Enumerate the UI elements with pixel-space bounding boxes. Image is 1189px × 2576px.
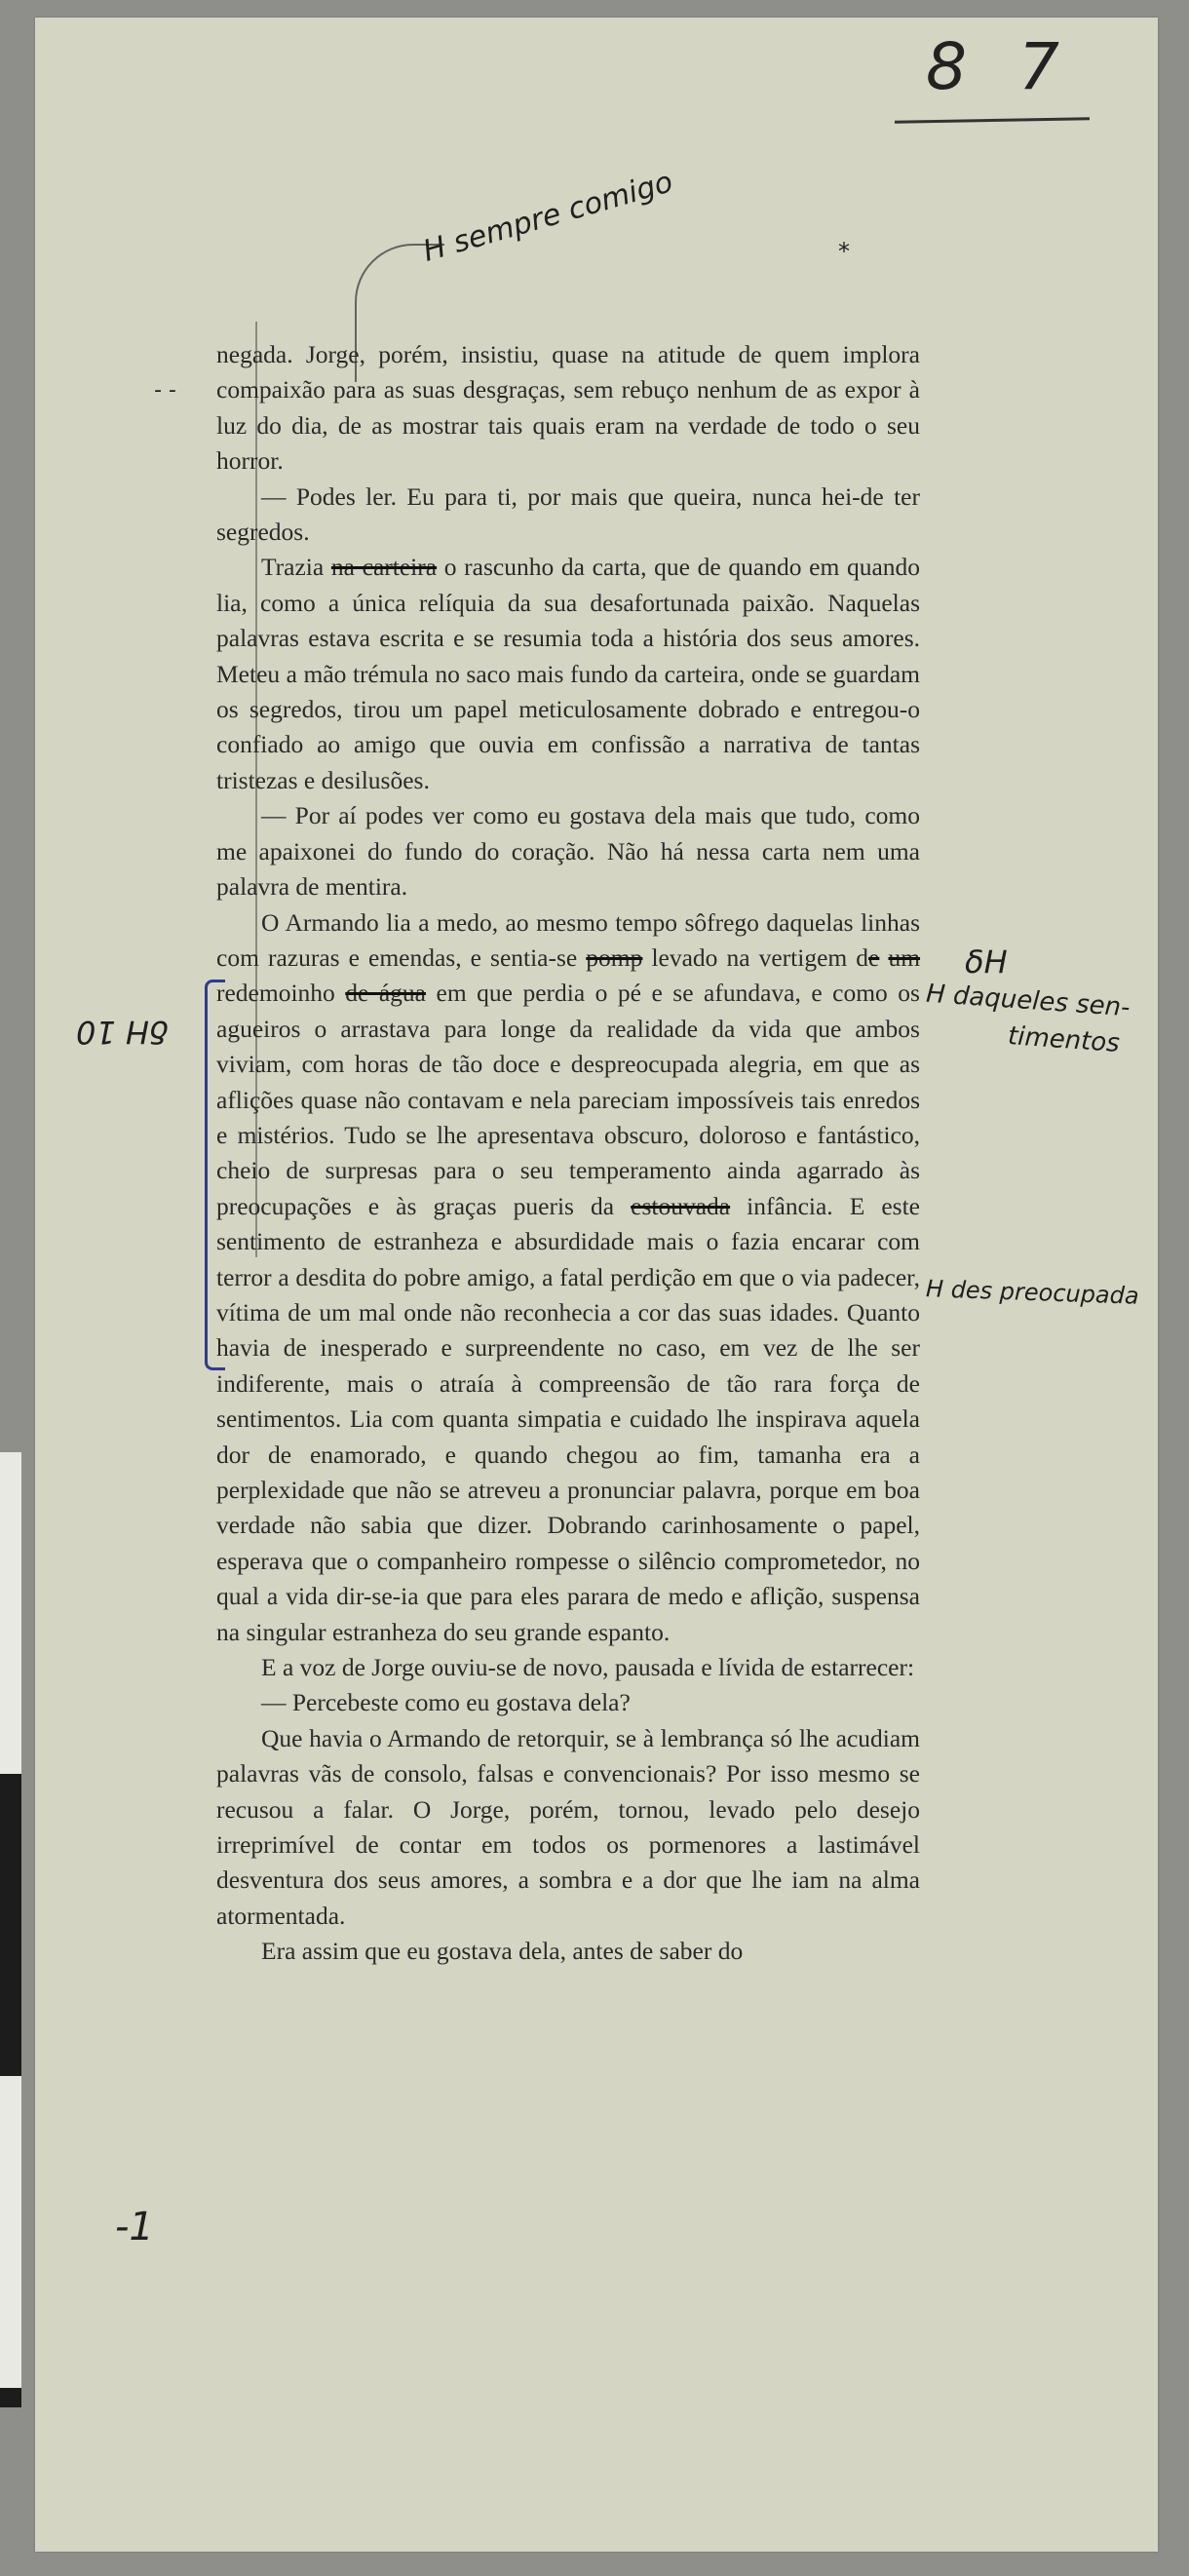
text-run: em que perdia o pé e se afundava, e como os agueiros o arrastava para longe da realidade da vida que ambos viviam, com horas de tão doce e despreocupada alegria, em que as aflições quase não contavam e nela pareciam impossíveis tais enredos e mistérios. Tudo se lhe apresentava obscuro, doloroso e fantástico, cheio de surpresas para o seu temperamento ainda agarrado às preocupações e às graças pueris da [216, 979, 920, 1220]
scale-ruler [0, 1452, 21, 2407]
margin-dash-mark: - - [154, 378, 176, 403]
text-run: Trazia [261, 553, 331, 582]
asterisk-mark: * [838, 238, 850, 265]
paragraph-p9 [216, 1934, 920, 1969]
text-run: redemoinho [216, 979, 346, 1008]
text-run: — Por aí podes ver como eu gostava dela mais que tudo, como me apaixonei do fundo do coração. Não há nessa carta nem uma palavra de mentira. [216, 801, 920, 902]
paragraph-p4 [216, 798, 920, 904]
paragraph-p3 [216, 550, 920, 798]
paragraph-p2 [216, 480, 920, 551]
paragraph-p5 [216, 905, 920, 1651]
paragraph-p7 [216, 1685, 920, 1720]
struck-word: e [868, 942, 880, 972]
text-run: negada. Jorge, porém, insistiu, quase na atitude de quem implora compaixão para as suas desgraças, sem rebuço nenhum de as expor à luz do dia, de as mostrar tais quais eram na verdade de todo o seu horror. [216, 340, 920, 476]
margin-note-daqueles: H daqueles sen- [925, 979, 1131, 1023]
paragraph-p6 [216, 1650, 920, 1685]
text-run: — Percebeste como eu gostava dela? [261, 1688, 631, 1717]
text-run: levado na vertigem d [642, 942, 869, 972]
text-run: O Armando lia a medo, ao mesmo tempo sôfrego daquelas linhas com razuras e emendas, e sentia-se [216, 907, 920, 972]
text-run: infância. E este sentimento de estranheza e absurdidade mais o fazia encarar com terror a desdita do pobre amigo, a fatal perdição em que o via padecer, vítima de um mal onde não reconhecia a cor das suas idades. Quanto havia de inesperado e surpreendente no caso, em vez de lhe ser indiferente, mais o atraía à compreensão de tão rara força de sentimentos. Lia com quanta simpatia e cuidado lhe inspirava aquela dor de enamorado, e quando chegou ao fim, tamanha era a perplexidade que não se atreveu a pronunciar palavra, porque em boa verdade não sabia que dizer. Dobrando carinhosamente o papel, esperava que o companheiro rompesse o silêncio comprometedor, no qual a vida dir-se-ia que para eles parara de medo e aflição, suspensa na singular estranheza do seu grande espanto. [216, 1191, 920, 1646]
ruler-white-segment [0, 2076, 21, 2388]
struck-word: na carteira [330, 553, 438, 582]
margin-note-despreocupada: H des preocupada [925, 1275, 1140, 1310]
text-run: E a voz de Jorge ouviu-se de novo, pausada e lívida de estarrecer: [261, 1653, 915, 1682]
struck-word: um [888, 942, 921, 972]
margin-mark-bottom: -1 [115, 2205, 154, 2249]
margin-code-left: δH 10 [76, 1014, 169, 1051]
ruler-white-segment [0, 1452, 21, 1774]
paragraph-p8 [216, 1721, 920, 1934]
insert-note-top: H sempre comigo [419, 165, 677, 269]
folio-number: 8 7 [926, 29, 1075, 104]
margin-note-sentimentos: timentos [1007, 1021, 1121, 1058]
text-run: Que havia o Armando de retorquir, se à lembrança só lhe acudiam palavras vãs de consolo, falsas e convencionais? Por isso mesmo se recusou a falar. O Jorge, porém, tornou, levado pelo desejo irreprimível de contar em todos os pormenores a lastimável desventura dos seus amores, a sombra e a dor que lhe iam na alma atormentada. [216, 1723, 920, 1930]
text-run: o rascunho da carta, que de quando em quando lia, como a única relíquia da sua desafortunada paixão. Naquelas palavras estava escrita e se resumia toda a história dos seus amores. Meteu a mão trémula no saco mais fundo da carteira, onde se guardam os segredos, tirou um papel meticulosamente dobrado e entregou-o confiado ao amigo que ouvia em confissão a narrativa de tantas tristezas e desilusões. [216, 553, 921, 794]
struck-word: de água [345, 979, 426, 1008]
margin-code-right: δH [965, 943, 1008, 980]
text-run: — Podes ler. Eu para ti, por mais que queira, nunca hei-de ter segredos. [216, 481, 920, 547]
struck-word: pomp [586, 942, 643, 972]
text-run: Era assim que eu gostava dela, antes de saber do [261, 1937, 744, 1966]
paragraph-p1 [216, 337, 920, 480]
struck-word: estouvada [631, 1191, 731, 1220]
typed-text-block [216, 337, 920, 1970]
